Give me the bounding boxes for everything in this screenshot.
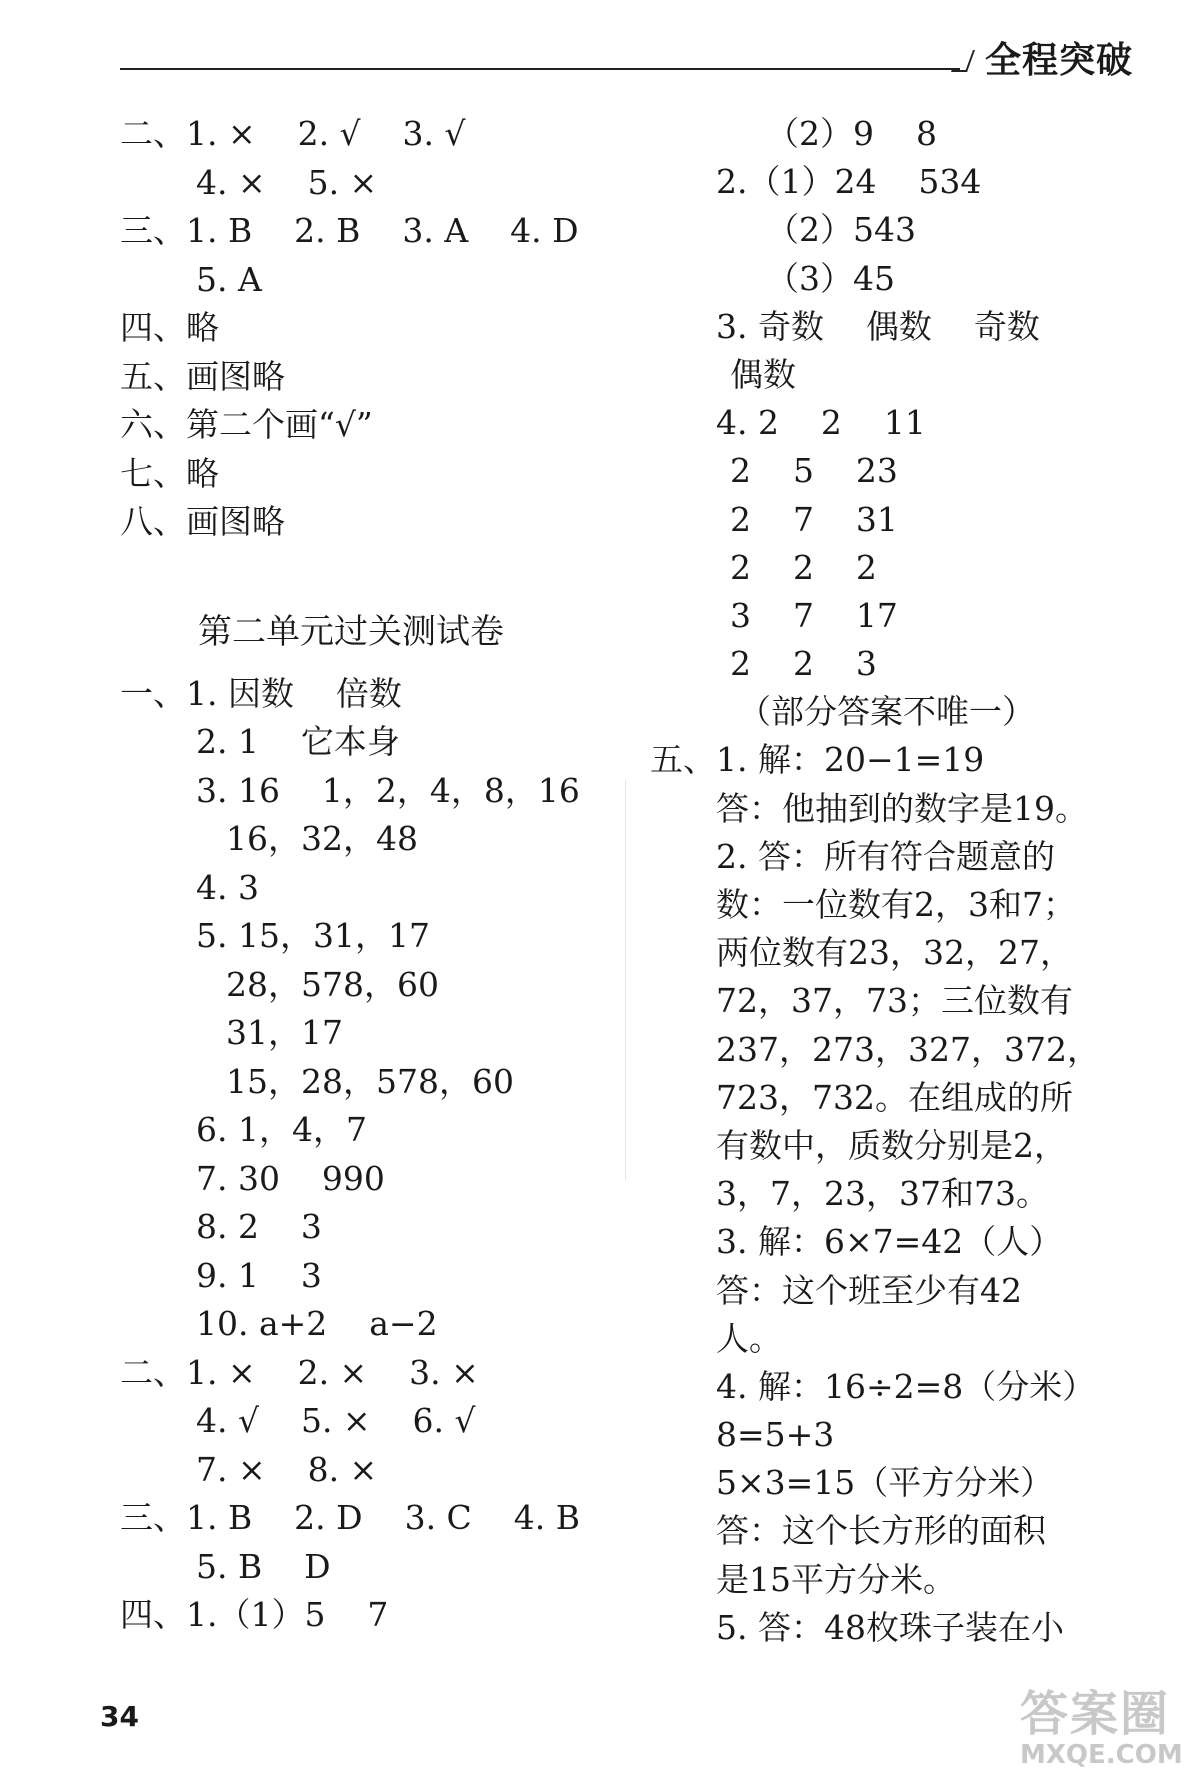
answer-line: 5. 15，31，17 xyxy=(196,916,430,955)
answer-line: 723，732。在组成的所 xyxy=(716,1077,1073,1117)
answer-line: 2. 答：所有符合题意的 xyxy=(716,836,1055,876)
answer-line: 答：这个班至少有42 xyxy=(716,1270,1022,1310)
answer-line: 有数中，质数分别是2， xyxy=(716,1125,1067,1165)
answer-line: 答：这个长方形的面积 xyxy=(716,1511,1046,1551)
watermark-logo xyxy=(1020,1686,1183,1780)
header-rule xyxy=(120,68,960,70)
answer-line: 15，28，578，60 xyxy=(226,1061,514,1101)
answer-line: （2）543 xyxy=(766,210,916,250)
answer-line: 237，273，327，372， xyxy=(716,1029,1100,1069)
answer-line: 一、1. 因数 倍数 xyxy=(120,673,402,713)
answer-line: 2 5 23 xyxy=(730,451,898,491)
answer-line: 10. a+2 a−2 xyxy=(196,1304,438,1343)
answer-line: 三、1. B 2. D 3. C 4. B xyxy=(120,1498,580,1537)
answer-line: 16，32，48 xyxy=(226,819,418,858)
answer-line: 七、略 xyxy=(120,453,219,493)
answer-line: 2.（1）24 534 xyxy=(716,162,982,202)
answer-line: 5. B D xyxy=(196,1546,331,1586)
answer-line: 72，37，73；三位数有 xyxy=(716,981,1073,1021)
answer-line: 6. 1，4，7 xyxy=(196,1110,367,1149)
answer-line: 3. 奇数 偶数 奇数 xyxy=(716,306,1040,346)
answer-line: 偶数 xyxy=(730,354,796,394)
answer-line: 3. 解：6×7=42（人） xyxy=(716,1222,1063,1262)
answer-line: 8. 2 3 xyxy=(196,1207,322,1246)
section-title: 第二单元过关测试卷 xyxy=(198,611,504,652)
answer-line: 5×3=15（平方分米） xyxy=(716,1463,1054,1503)
answer-line: 答：他抽到的数字是19。 xyxy=(716,788,1088,828)
answer-line: 五、画图略 xyxy=(120,356,285,396)
answer-line: 四、略 xyxy=(120,308,219,347)
answer-line: 2 2 3 xyxy=(730,644,877,684)
answer-line: 5. 答：48枚珠子装在小 xyxy=(716,1607,1064,1647)
answer-line: 3 7 17 xyxy=(730,595,898,635)
answer-line: 4. 解：16÷2=8（分米） xyxy=(716,1366,1096,1406)
answer-line: 六、第二个画“√” xyxy=(120,405,373,444)
section-gap xyxy=(120,547,620,595)
answer-line: 4. √ 5. × 6. √ xyxy=(196,1401,476,1440)
column-divider xyxy=(625,780,626,1180)
answer-line: 2. 1 它本身 xyxy=(196,722,400,761)
answer-line: 五、1. 解：20−1=19 xyxy=(650,740,985,780)
answer-line: 两位数有23，32，27， xyxy=(716,933,1073,973)
answer-line: 人。 xyxy=(716,1318,782,1358)
answer-line: 2 7 31 xyxy=(730,499,898,539)
answer-line: （3）45 xyxy=(766,258,895,298)
header-title: 全程突破 xyxy=(985,40,1134,81)
answer-line: 八、画图略 xyxy=(120,502,285,541)
answer-line: 8=5+3 xyxy=(716,1415,835,1455)
answer-line: 5. A xyxy=(196,259,262,299)
answer-line: 二、1. × 2. × 3. × xyxy=(120,1352,479,1392)
answer-line: 4. 3 xyxy=(196,867,259,907)
answer-line: 2 2 2 xyxy=(730,547,877,587)
watermark-logo-text: 答案圈 xyxy=(1020,1686,1171,1742)
answer-line: 二、1. × 2. √ 3. √ xyxy=(120,114,466,153)
answer-line: 三、1. B 2. B 3. A 4. D xyxy=(120,211,579,250)
answer-line: 28，578，60 xyxy=(226,964,439,1004)
answer-line: 是15平方分米。 xyxy=(716,1559,956,1599)
answer-line: （2）9 8 xyxy=(766,114,937,153)
answer-line: 31，17 xyxy=(226,1013,343,1052)
answer-line: （部分答案不唯一） xyxy=(738,692,1035,732)
answer-line: 3，7，23，37和73。 xyxy=(716,1174,1049,1214)
answer-line: 9. 1 3 xyxy=(196,1255,322,1295)
right-column xyxy=(650,110,1120,1652)
left-column xyxy=(120,110,620,1640)
answer-line: 3. 16 1，2，4，8，16 xyxy=(196,770,580,810)
page-number: 34 xyxy=(100,1700,139,1733)
answer-line: 四、1.（1）5 7 xyxy=(120,1595,389,1634)
answer-line: 7. 30 990 xyxy=(196,1158,385,1198)
answer-line: 数：一位数有2，3和7； xyxy=(716,885,1076,924)
answer-line: 7. × 8. × xyxy=(196,1449,378,1489)
answer-line: 4. 2 2 11 xyxy=(716,403,926,443)
answer-line: 4. × 5. × xyxy=(196,162,378,202)
watermark-url: MXQE.COM xyxy=(1020,1740,1183,1770)
header-rule-hook xyxy=(951,50,975,72)
